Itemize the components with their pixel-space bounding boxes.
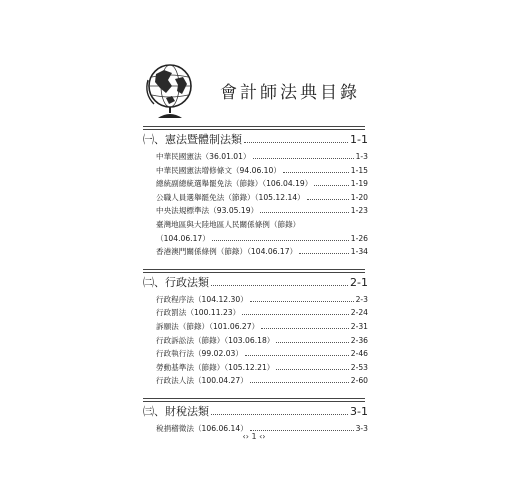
section-heading[interactable]	[140, 130, 368, 150]
dot-leader	[211, 414, 348, 415]
entry-title: 行政程序法（104.12.30）	[156, 294, 248, 304]
entry-page: 1-20	[350, 192, 368, 202]
entry-page: 1-34	[350, 247, 368, 257]
dot-leader	[212, 240, 349, 241]
entry-page: 1-3	[355, 152, 368, 161]
entry-page: 1-15	[350, 165, 368, 175]
entry-title: 總統副總統選舉罷免法（節錄）（106.04.19）	[156, 179, 313, 189]
entry-title: 稅捐稽徵法（106.06.14）	[156, 423, 248, 433]
dot-leader	[283, 172, 349, 173]
toc-entry[interactable]	[140, 232, 368, 246]
section-finance-tax	[140, 398, 368, 436]
section-spacer	[140, 388, 368, 398]
section-administrative	[140, 269, 368, 388]
entry-page: 2-31	[350, 321, 368, 331]
entry-page: 2-60	[350, 376, 368, 386]
globe-icon	[142, 60, 198, 122]
page-number: ‹› 1 ‹›	[242, 432, 266, 441]
dot-leader	[314, 185, 348, 186]
toc-entry[interactable]	[140, 218, 368, 232]
toc-entry[interactable]	[140, 150, 368, 164]
entry-page: 2-36	[350, 335, 368, 345]
dot-leader	[211, 285, 348, 286]
entry-page: 2-3	[355, 294, 368, 304]
page-title: 會計師法典目錄	[220, 83, 360, 103]
section-title: ㈢、財稅法類	[143, 404, 209, 418]
entry-title: 行政訴訟法（節錄）（103.06.18）	[156, 335, 275, 345]
entry-title: 香港澳門關係條例（節錄）（104.06.17）	[156, 247, 298, 257]
entry-title: 行政法人法（100.04.27）	[156, 376, 248, 386]
toc-entry[interactable]	[140, 191, 368, 205]
entry-title: 公職人員選舉罷免法（節錄）（105.12.14）	[156, 192, 305, 202]
toc-entry[interactable]	[140, 374, 368, 388]
toc-entry[interactable]	[140, 164, 368, 178]
entry-page: 1-26	[350, 233, 368, 243]
section-constitution	[140, 126, 368, 259]
dot-leader	[250, 382, 349, 383]
toc-entry[interactable]	[140, 334, 368, 348]
entry-title: 行政執行法（99.02.03）	[156, 349, 243, 359]
toc-entry[interactable]	[140, 306, 368, 320]
section-title: ㈠、憲法暨體制法類	[143, 133, 242, 146]
toc-entry[interactable]	[140, 177, 368, 191]
toc-entry[interactable]	[140, 204, 368, 218]
dot-leader	[250, 430, 354, 431]
entry-page: 1-23	[350, 206, 368, 216]
dot-leader	[299, 253, 349, 254]
toc-entry[interactable]	[140, 361, 368, 375]
entry-page: 1-19	[350, 179, 368, 189]
entry-title: 訴願法（節錄）（101.06.27）	[156, 321, 260, 331]
entry-title: 勞動基準法（節錄）（105.12.21）	[156, 362, 275, 372]
entry-page: 2-24	[350, 308, 368, 318]
dot-leader	[276, 342, 348, 343]
entry-title: 中華民國憲法（36.01.01）	[156, 152, 251, 161]
entry-title: （104.06.17）	[156, 233, 210, 243]
entry-title: 中華民國憲法增修條文（94.06.10）	[156, 165, 281, 175]
dot-leader	[261, 328, 349, 329]
dot-leader	[250, 301, 354, 302]
entry-page: 3-3	[355, 423, 368, 433]
section-title: ㈡、行政法類	[143, 275, 209, 289]
dot-leader	[242, 314, 349, 315]
entry-title: 中央法規標準法（93.05.19）	[156, 206, 259, 216]
dot-leader	[244, 142, 348, 143]
table-of-contents	[140, 126, 368, 436]
toc-entry[interactable]	[140, 320, 368, 334]
entry-page: 2-46	[350, 349, 368, 359]
section-heading[interactable]	[140, 402, 368, 422]
toc-entry[interactable]	[140, 245, 368, 259]
section-page: 3-1	[350, 404, 368, 418]
section-heading[interactable]	[140, 273, 368, 293]
dot-leader	[276, 369, 348, 370]
section-page: 1-1	[350, 133, 368, 146]
toc-entry[interactable]	[140, 293, 368, 307]
section-spacer	[140, 259, 368, 269]
dot-leader	[245, 355, 349, 356]
dot-leader	[253, 158, 354, 159]
entry-page: 2-53	[350, 362, 368, 372]
entry-title: 臺灣地區與大陸地區人民關係條例（節錄）	[156, 219, 301, 229]
section-page: 2-1	[350, 275, 368, 289]
entry-title: 行政罰法（100.11.23）	[156, 308, 241, 318]
toc-entry[interactable]	[140, 347, 368, 361]
dot-leader	[307, 199, 349, 200]
dot-leader	[260, 212, 349, 213]
